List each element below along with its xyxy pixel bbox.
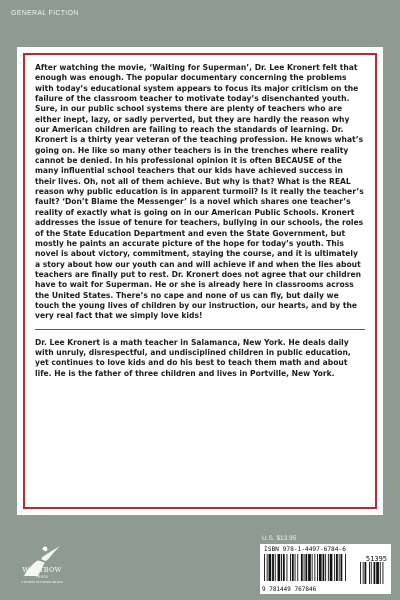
- publisher-division: A DIVISION OF THOMAS NELSON: [21, 581, 63, 584]
- barcode-bar: [269, 554, 272, 581]
- barcode-bar: [292, 554, 294, 581]
- barcode-bar: [336, 554, 338, 581]
- publisher-press: PRESS: [35, 575, 49, 579]
- barcode-bar: [287, 554, 288, 581]
- barcode-bar: [341, 554, 343, 581]
- divider-line: [35, 329, 365, 330]
- addon-bar: [363, 562, 364, 584]
- author-bio: Dr. Lee Kronert is a math teacher in Salamanca, New York. He deals daily with unruly, disrespectful, and undisciplined children in public education, yet continues to love kids and do his best to teach them math and about life. He is the father of three children and lives in Portville, New York.: [35, 337, 351, 378]
- barcode-bar: [312, 554, 313, 581]
- price-label: U.S. $13.95: [262, 535, 297, 542]
- barcode-bar: [314, 554, 315, 581]
- addon-bar: [374, 562, 376, 584]
- isbn-label: ISBN 978-1-4497-6784-6: [264, 546, 346, 553]
- barcode-bar: [278, 554, 281, 581]
- barcode-bar: [319, 554, 322, 581]
- genre-label: GENERAL FICTION: [11, 10, 79, 17]
- barcode-bar: [281, 554, 282, 581]
- barcode-bar: [297, 554, 298, 581]
- barcode-bar: [264, 554, 265, 581]
- addon-bar: [376, 562, 379, 584]
- addon-bar: [360, 562, 361, 584]
- barcode-bar: [304, 554, 305, 581]
- barcode-bar: [345, 554, 346, 581]
- addon-bar: [380, 562, 381, 584]
- barcode-bar: [275, 554, 276, 581]
- barcode-bar: [301, 554, 303, 581]
- ean-digits: 9 781449 767846: [262, 586, 317, 593]
- barcode-bar: [334, 554, 335, 581]
- barcode-bar: [295, 554, 296, 581]
- addon-bar: [365, 562, 367, 584]
- addon-bar: [369, 562, 370, 584]
- barcode-bar: [339, 554, 340, 581]
- barcode-bar: [308, 554, 311, 581]
- barcode-bar: [325, 554, 326, 581]
- barcode-bar: [267, 554, 268, 581]
- barcode-bar: [283, 554, 285, 581]
- barcode-bar: [305, 554, 307, 581]
- barcode-bar: [323, 554, 325, 581]
- book-description: After watching the movie, ‘Waiting for Superman’, Dr. Lee Kronert felt that enough was enough. The popular documentary concerning the problems with today’s educational system appears to focus its major criticism on the failure of the classroom teacher to motivate today’s disenchanted youth. Sure, in our public school systems there are plenty of teachers who are either inept, lazy, or sadly perverted, but they are hardly the reason why our American children are failing to reach the standards of learning. Dr. Kronert is a thirty year veteran of the teaching profession. He knows what’s going on. He like so many other teachers is in the trenches where reality cannot be denied. In his professional opinion it is often BECAUSE of the many influential school teachers that our kids have achieved success in their lives. Oh, not all of them achieve. But why is that? What is the REAL reason why public education is in apparent turmoil? Is it really the teacher’s fault? ‘Don’t Blame the Messenger’ is a novel which shares one teacher’s reality of exactly what is going on in our American Public Schools. Kronert addresses the issue of tenure for teachers, bullying in our schools, the roles of the State Education Department and even the State Government, but mostly he paints an accurate picture of the hope for today’s youth. This novel is about victory, commitment, staying the course, and it is ultimately a story about how our youth can and will achieve if and when the lies about teachers are finally put to rest. Dr. Kronert does not agree that our children have to wait for Superman. He or she is already here in classrooms across the United States. There’s no cape and none of us can fly, but daily we touch the young lives of children by our instruction, our hearts, and by the very real fact that we simply love kids!: [35, 63, 364, 321]
- barcode-bar: [330, 554, 333, 581]
- publisher-name: WESTBOW: [22, 566, 62, 574]
- barcode-bar: [317, 554, 318, 581]
- barcode-bar: [272, 554, 274, 581]
- red-frame: [23, 53, 377, 509]
- back-cover-panel: [17, 47, 383, 515]
- barcode-box: [260, 544, 391, 594]
- barcode-bar: [328, 554, 329, 581]
- price-code: 51395: [365, 555, 387, 563]
- barcode-bar: [290, 554, 291, 581]
- addon-bar: [383, 562, 384, 584]
- addon-bar: [371, 562, 372, 584]
